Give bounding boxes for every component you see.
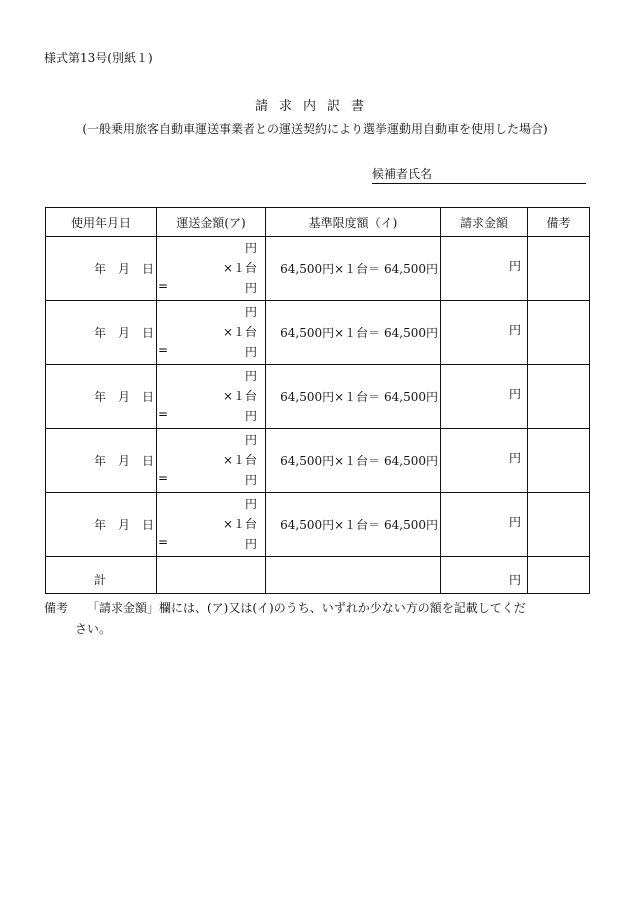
remarks-cell[interactable] [528, 493, 590, 557]
transport-amount-cell[interactable]: 円 ×１台 = 円 [157, 365, 266, 429]
transport-amount-cell[interactable]: 円 ×１台 = 円 [157, 237, 266, 301]
document-title: 請求内訳書 [254, 99, 375, 114]
claim-amount-cell[interactable]: 円 [441, 237, 528, 301]
base-limit-cell: 64,500円×１台＝ 64,500円 [266, 365, 441, 429]
header-transport-amount: 運送金額(ア) [157, 208, 266, 237]
total-base-cell[interactable] [266, 557, 441, 594]
remarks-cell[interactable] [528, 365, 590, 429]
date-cell[interactable]: 年 月 日 [46, 237, 157, 301]
total-transport-cell[interactable] [157, 557, 266, 594]
table-row [46, 301, 590, 365]
transport-amount-cell[interactable]: 円 ×１台 = 円 [157, 429, 266, 493]
note-text: 「請求金額」欄には、(ア)又は(イ)のうち、いずれか少ない方の額を記載してくだ [87, 601, 526, 615]
header-claim-amount: 請求金額 [441, 208, 528, 237]
table-row [46, 429, 590, 493]
form-number: 様式第13号(別紙１) [44, 51, 153, 65]
header-base-limit: 基準限度額（イ) [266, 208, 441, 237]
note-continuation: さい。 [75, 622, 112, 636]
remarks-cell[interactable] [528, 301, 590, 365]
table-row [46, 493, 590, 557]
total-remarks-cell[interactable] [528, 557, 590, 594]
remarks-cell[interactable] [528, 429, 590, 493]
transport-amount-cell[interactable]: 円 ×１台 = 円 [157, 301, 266, 365]
claim-amount-cell[interactable]: 円 [441, 365, 528, 429]
table-row [46, 237, 590, 301]
total-label-cell: 計 [46, 557, 157, 594]
claim-amount-cell[interactable]: 円 [441, 429, 528, 493]
candidate-name-label: 候補者氏名 [372, 167, 433, 181]
claim-amount-cell[interactable]: 円 [441, 301, 528, 365]
base-limit-cell: 64,500円×１台＝ 64,500円 [266, 429, 441, 493]
date-cell[interactable]: 年 月 日 [46, 365, 157, 429]
header-date: 使用年月日 [46, 208, 157, 237]
base-limit-cell: 64,500円×１台＝ 64,500円 [266, 301, 441, 365]
remarks-cell[interactable] [528, 237, 590, 301]
base-limit-cell: 64,500円×１台＝ 64,500円 [266, 237, 441, 301]
date-cell[interactable]: 年 月 日 [46, 301, 157, 365]
candidate-name-field [372, 165, 586, 184]
total-claim-cell[interactable]: 円 [441, 557, 528, 594]
date-cell[interactable]: 年 月 日 [46, 493, 157, 557]
total-row [46, 557, 590, 594]
document-subtitle: (一般乗用旅客自動車運送事業者との運送契約により選挙運動用自動車を使用した場合) [82, 122, 548, 136]
table-row [46, 365, 590, 429]
claim-amount-cell[interactable]: 円 [441, 493, 528, 557]
transport-amount-cell[interactable]: 円 ×１台 = 円 [157, 493, 266, 557]
date-cell[interactable]: 年 月 日 [46, 429, 157, 493]
note-label: 備考 [44, 601, 69, 615]
breakdown-table [45, 207, 590, 594]
table-header-row [46, 208, 590, 237]
base-limit-cell: 64,500円×１台＝ 64,500円 [266, 493, 441, 557]
header-remarks: 備考 [528, 208, 590, 237]
